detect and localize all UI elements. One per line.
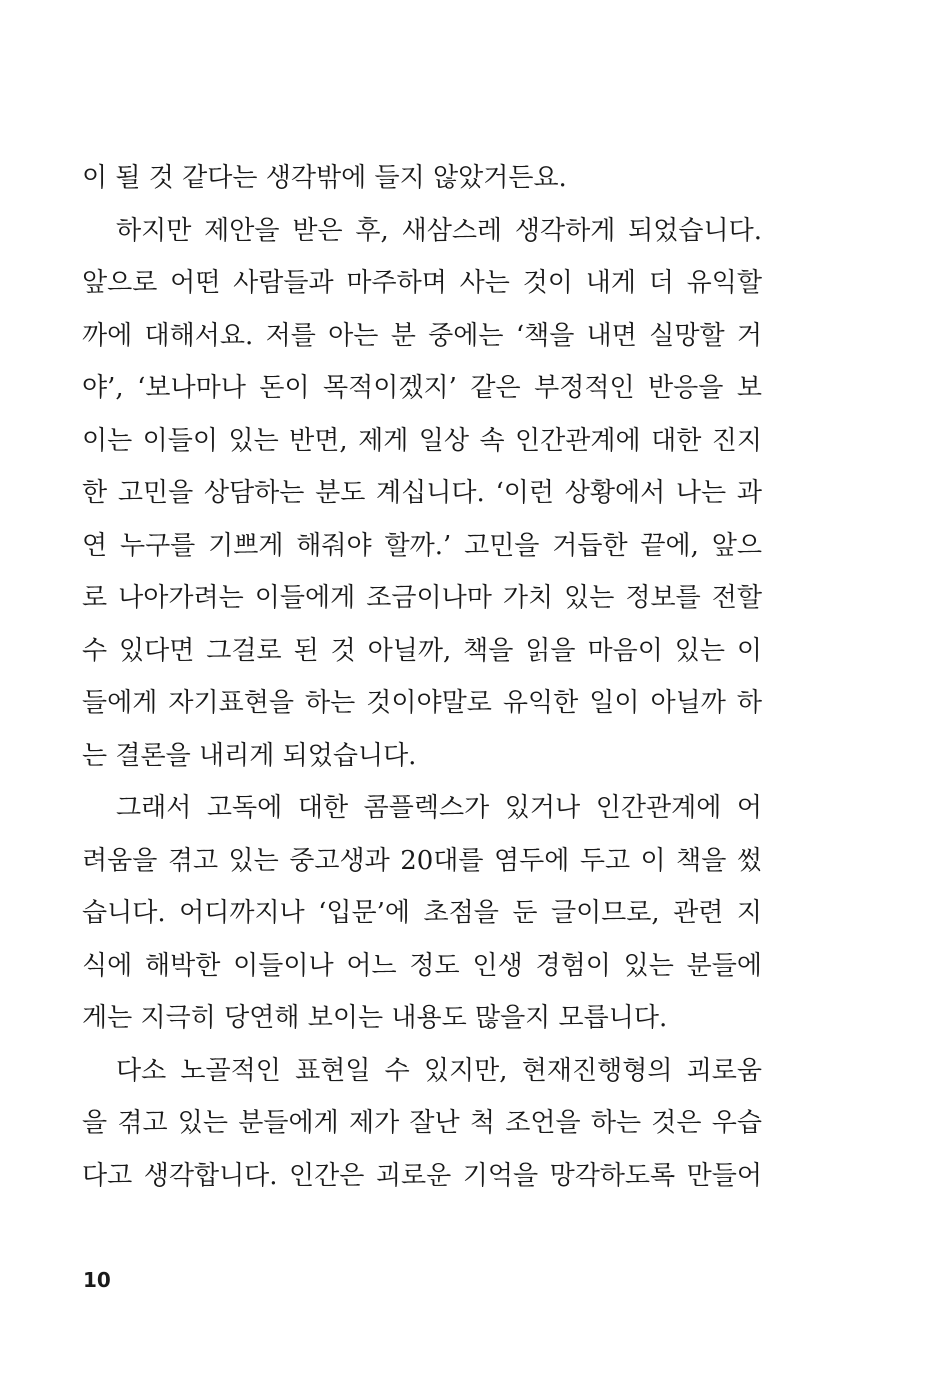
text-line: 습니다. 어디까지나 ‘입문’에 초점을 둔 글이므로, 관련 지 bbox=[82, 898, 762, 928]
text-line: 로 나아가려는 이들에게 조금이나마 가치 있는 정보를 전할 bbox=[82, 583, 762, 613]
text-line: 야’, ‘보나마나 돈이 목적이겠지’ 같은 부정적인 반응을 보 bbox=[82, 373, 762, 403]
text-line: 려움을 겪고 있는 중고생과 20대를 염두에 두고 이 책을 썼 bbox=[82, 845, 762, 876]
text-line: 게는 지극히 당연해 보이는 내용도 많을지 모릅니다. bbox=[82, 1003, 668, 1033]
text-line: 한 고민을 상담하는 분도 계십니다. ‘이런 상황에서 나는 과 bbox=[82, 478, 762, 508]
body-text bbox=[82, 152, 762, 1202]
text-line: 이 될 것 같다는 생각밖에 들지 않았거든요. bbox=[82, 163, 567, 193]
text-line: 수 있다면 그걸로 된 것 아닐까, 책을 읽을 마음이 있는 이 bbox=[82, 635, 762, 666]
text-line: 앞으로 어떤 사람들과 마주하며 사는 것이 내게 더 유익할 bbox=[82, 268, 762, 298]
text-line: 이는 이들이 있는 반면, 제게 일상 속 인간관계에 대한 진지 bbox=[82, 425, 762, 456]
text-line: 그래서 고독에 대한 콤플렉스가 있거나 인간관계에 어 bbox=[116, 793, 762, 823]
text-line: 다소 노골적인 표현일 수 있지만, 현재진행형의 괴로움 bbox=[116, 1055, 762, 1086]
text-line: 연 누구를 기쁘게 해줘야 할까.’ 고민을 거듭한 끝에, 앞으 bbox=[82, 530, 762, 561]
text-line: 을 겪고 있는 분들에게 제가 잘난 척 조언을 하는 것은 우습 bbox=[82, 1108, 762, 1138]
page-number: 10 bbox=[83, 1268, 111, 1292]
text-line: 다고 생각합니다. 인간은 괴로운 기억을 망각하도록 만들어 bbox=[82, 1160, 762, 1191]
text-line: 까에 대해서요. 저를 아는 분 중에는 ‘책을 내면 실망할 거 bbox=[82, 320, 762, 351]
text-line: 들에게 자기표현을 하는 것이야말로 유익한 일이 아닐까 하 bbox=[82, 688, 762, 718]
text-line: 는 결론을 내리게 되었습니다. bbox=[82, 740, 417, 771]
text-line: 하지만 제안을 받은 후, 새삼스레 생각하게 되었습니다. bbox=[116, 215, 762, 246]
text-line: 식에 해박한 이들이나 어느 정도 인생 경험이 있는 분들에 bbox=[82, 950, 762, 981]
